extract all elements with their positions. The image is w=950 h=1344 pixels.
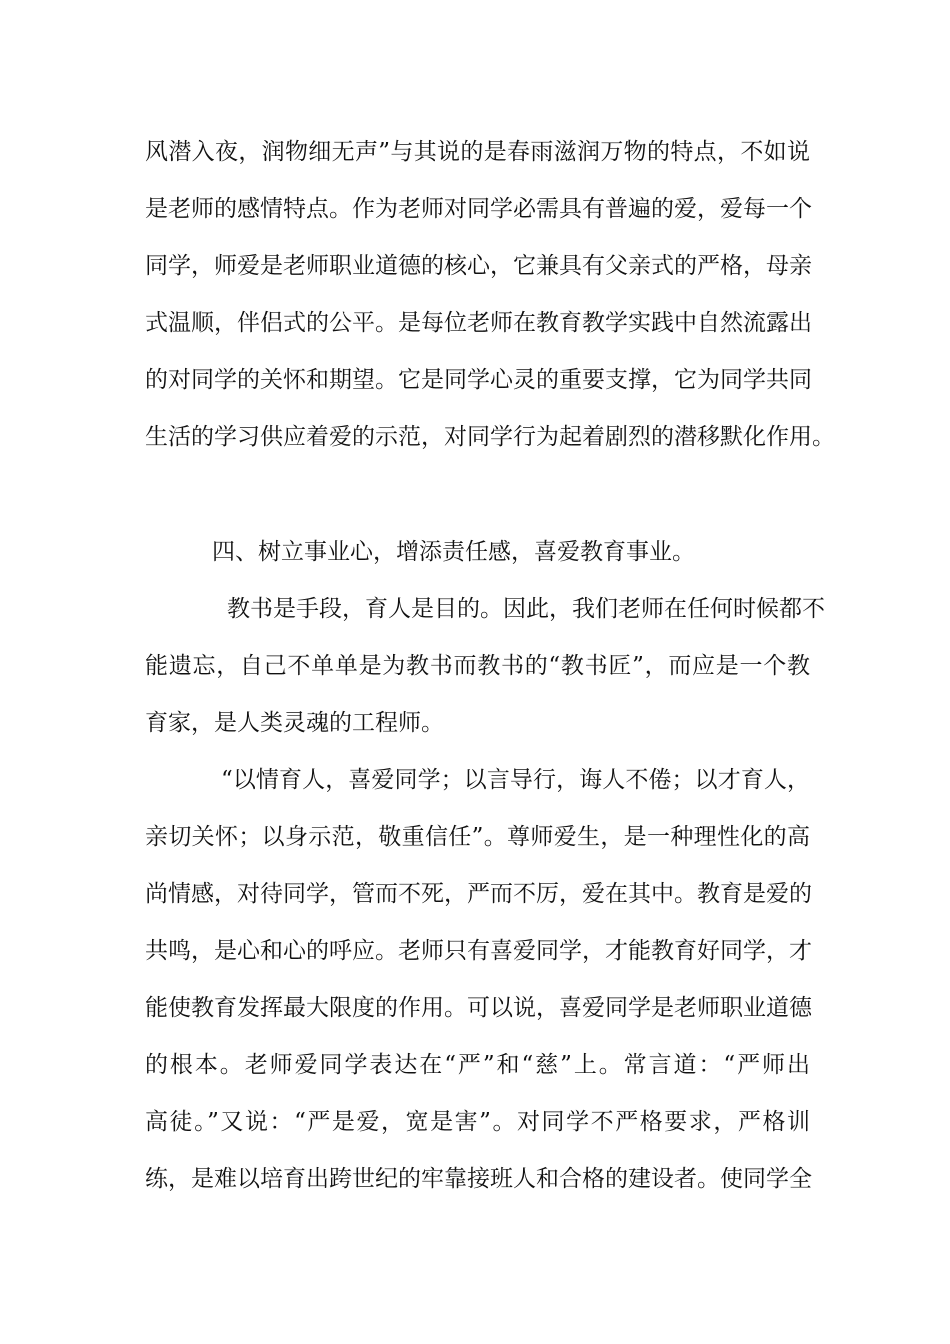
section-heading: 四、树立事业心，增添责任感，喜爱教育事业。: [212, 539, 695, 565]
paragraph-3: [145, 752, 810, 1208]
paragraph-3-line: 的根本。老师爱同学表达在“严”和“慈”上。常言道：“严师出: [145, 1052, 810, 1078]
paragraph-3-line: 尚情感，对待同学，管而不死，严而不厉，爱在其中。教育是爱的: [145, 881, 812, 907]
paragraph-1-line: 的对同学的关怀和期望。它是同学心灵的重要支撑，它为同学共同: [145, 367, 812, 393]
paragraph-3-line: 高徒。”又说：“严是爱，宽是害”。对同学不严格要求，严格训: [145, 1109, 810, 1135]
paragraph-1-line: 生活的学习供应着爱的示范，对同学行为起着剧烈的潜移默化作用。: [145, 424, 835, 450]
paragraph-2-line: 育家，是人类灵魂的工程师。: [145, 710, 444, 736]
paragraph-1: [145, 124, 835, 466]
paragraph-1-line: 式温顺，伴侣式的公平。是每位老师在教育教学实践中自然流露出: [145, 310, 812, 336]
paragraph-3-line: 亲切关怀；以身示范，敬重信任”。尊师爱生，是一种理性化的高: [145, 824, 810, 850]
paragraph-3-line: “以情育人，喜爱同学；以言导行，诲人不倦；以才育人，: [221, 767, 810, 793]
paragraph-2: [145, 581, 825, 752]
paragraph-3-line: 能使教育发挥最大限度的作用。可以说，喜爱同学是老师职业道德: [145, 995, 812, 1021]
paragraph-1-line: 同学，师爱是老师职业道德的核心，它兼具有父亲式的严格，母亲: [145, 253, 812, 279]
paragraph-2-line: 教书是手段，育人是目的。因此，我们老师在任何时候都不: [227, 596, 825, 622]
paragraph-1-line: 是老师的感情特点。作为老师对同学必需具有普遍的爱，爱每一个: [145, 196, 812, 222]
paragraph-3-line: 练，是难以培育出跨世纪的牢靠接班人和合格的建设者。使同学全: [145, 1166, 812, 1192]
paragraph-1-line: 风潜入夜，润物细无声”与其说的是春雨滋润万物的特点，不如说: [145, 139, 810, 165]
paragraph-3-line: 共鸣，是心和心的呼应。老师只有喜爱同学，才能教育好同学，才: [145, 938, 812, 964]
paragraph-2-line: 能遗忘，自己不单单是为教书而教书的“教书匠”，而应是一个教: [145, 653, 810, 679]
